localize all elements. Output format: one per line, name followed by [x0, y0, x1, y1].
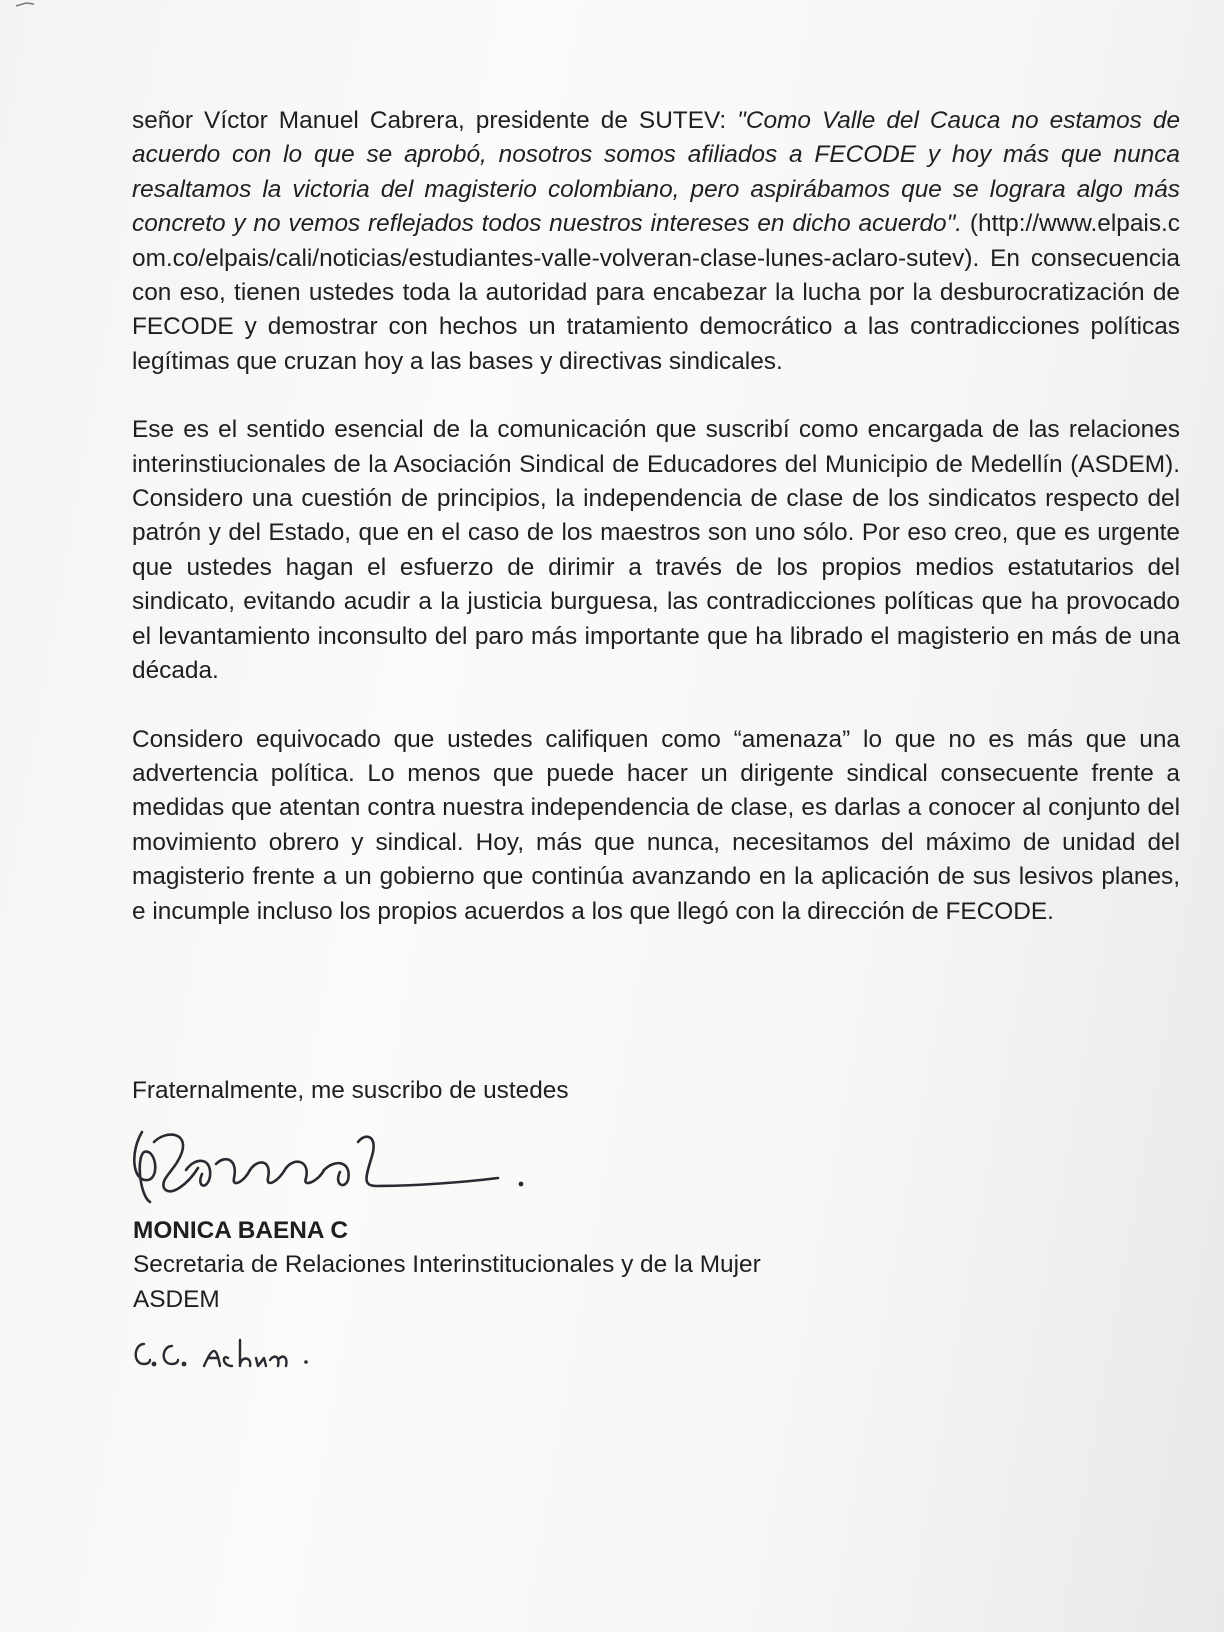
signer-title: Secretaria de Relaciones Interinstitucionales y de la Mujer: [133, 1251, 761, 1279]
paragraph-rest: En consecuencia con eso, tienen ustedes toda la autoridad para encabezar la lucha por la desburocratización de FECODE y demostrar con hechos un tratamiento democrático a las contradicciones políticas legítimas que cruzan hoy a las bases y directivas sindicales.: [132, 244, 1180, 375]
scan-edge-mark: [14, 0, 54, 10]
signer-name: MONICA BAENA C: [133, 1217, 348, 1244]
signature-block: [133, 1214, 761, 1317]
handwritten-signature: [126, 1122, 556, 1212]
source-url: (http://www.elpais.com.co/elpais/cali/noticias/estudiantes-valle-volveran-clase-lunes-aclaro-sutev).: [132, 210, 1180, 272]
paragraph-cabrera-quote: [132, 104, 1180, 379]
closing-line: Fraternalmente, me suscribo de ustedes: [132, 1077, 569, 1104]
letter-body: [132, 104, 1180, 963]
paragraph-threat-response: Considero equivocado que ustedes califiquen como “amenaza” lo que no es más que una advertencia política. Lo menos que puede hacer un dirigente sindical consecuente frente a medidas que atentan contra nuestra independencia de clase, es darlas a conocer al conjunto del movimiento obrero y sindical. Hoy, más que nunca, necesitamos del máximo de unidad del magisterio frente a un gobierno que continúa avanzando en la aplicación de sus lesivos planes, e incumple incluso los propios acuerdos a los que llegó con la dirección de FECODE.: [132, 725, 1180, 925]
signer-organization: ASDEM: [133, 1285, 220, 1313]
sutev-quote: "Como Valle del Cauca no estamos de acuerdo con lo que se aprobó, nosotros somos afiliados a FECODE y hoy más que nunca resaltamos la victoria del magisterio colombiano, pero aspirábamos que se lograra algo más concreto y no vemos reflejados todos nuestros intereses en dicho acuerdo".: [132, 107, 1181, 238]
handwritten-cc-note: [128, 1326, 348, 1376]
paragraph-lead: señor Víctor Manuel Cabrera, presidente de SUTEV:: [132, 107, 738, 134]
paragraph-communication: Ese es el sentido esencial de la comunicación que suscribí como encargada de las relaciones interinstiucionales de la Asociación Sindical de Educadores del Municipio de Medellín (ASDEM). Considero una cuestión de principios, la independencia de clase de los sindicatos respecto del patrón y del Estado, que en el caso de los maestros son uno sólo. Por eso creo, que es urgente que ustedes hagan el esfuerzo de dirimir a través de los propios medios estatutarios del sindicato, evitando acudir a la justicia burguesa, las contradicciones políticas que ha provocado el levantamiento inconsulto del paro más importante que ha librado el magisterio en más de una década.: [132, 416, 1180, 685]
